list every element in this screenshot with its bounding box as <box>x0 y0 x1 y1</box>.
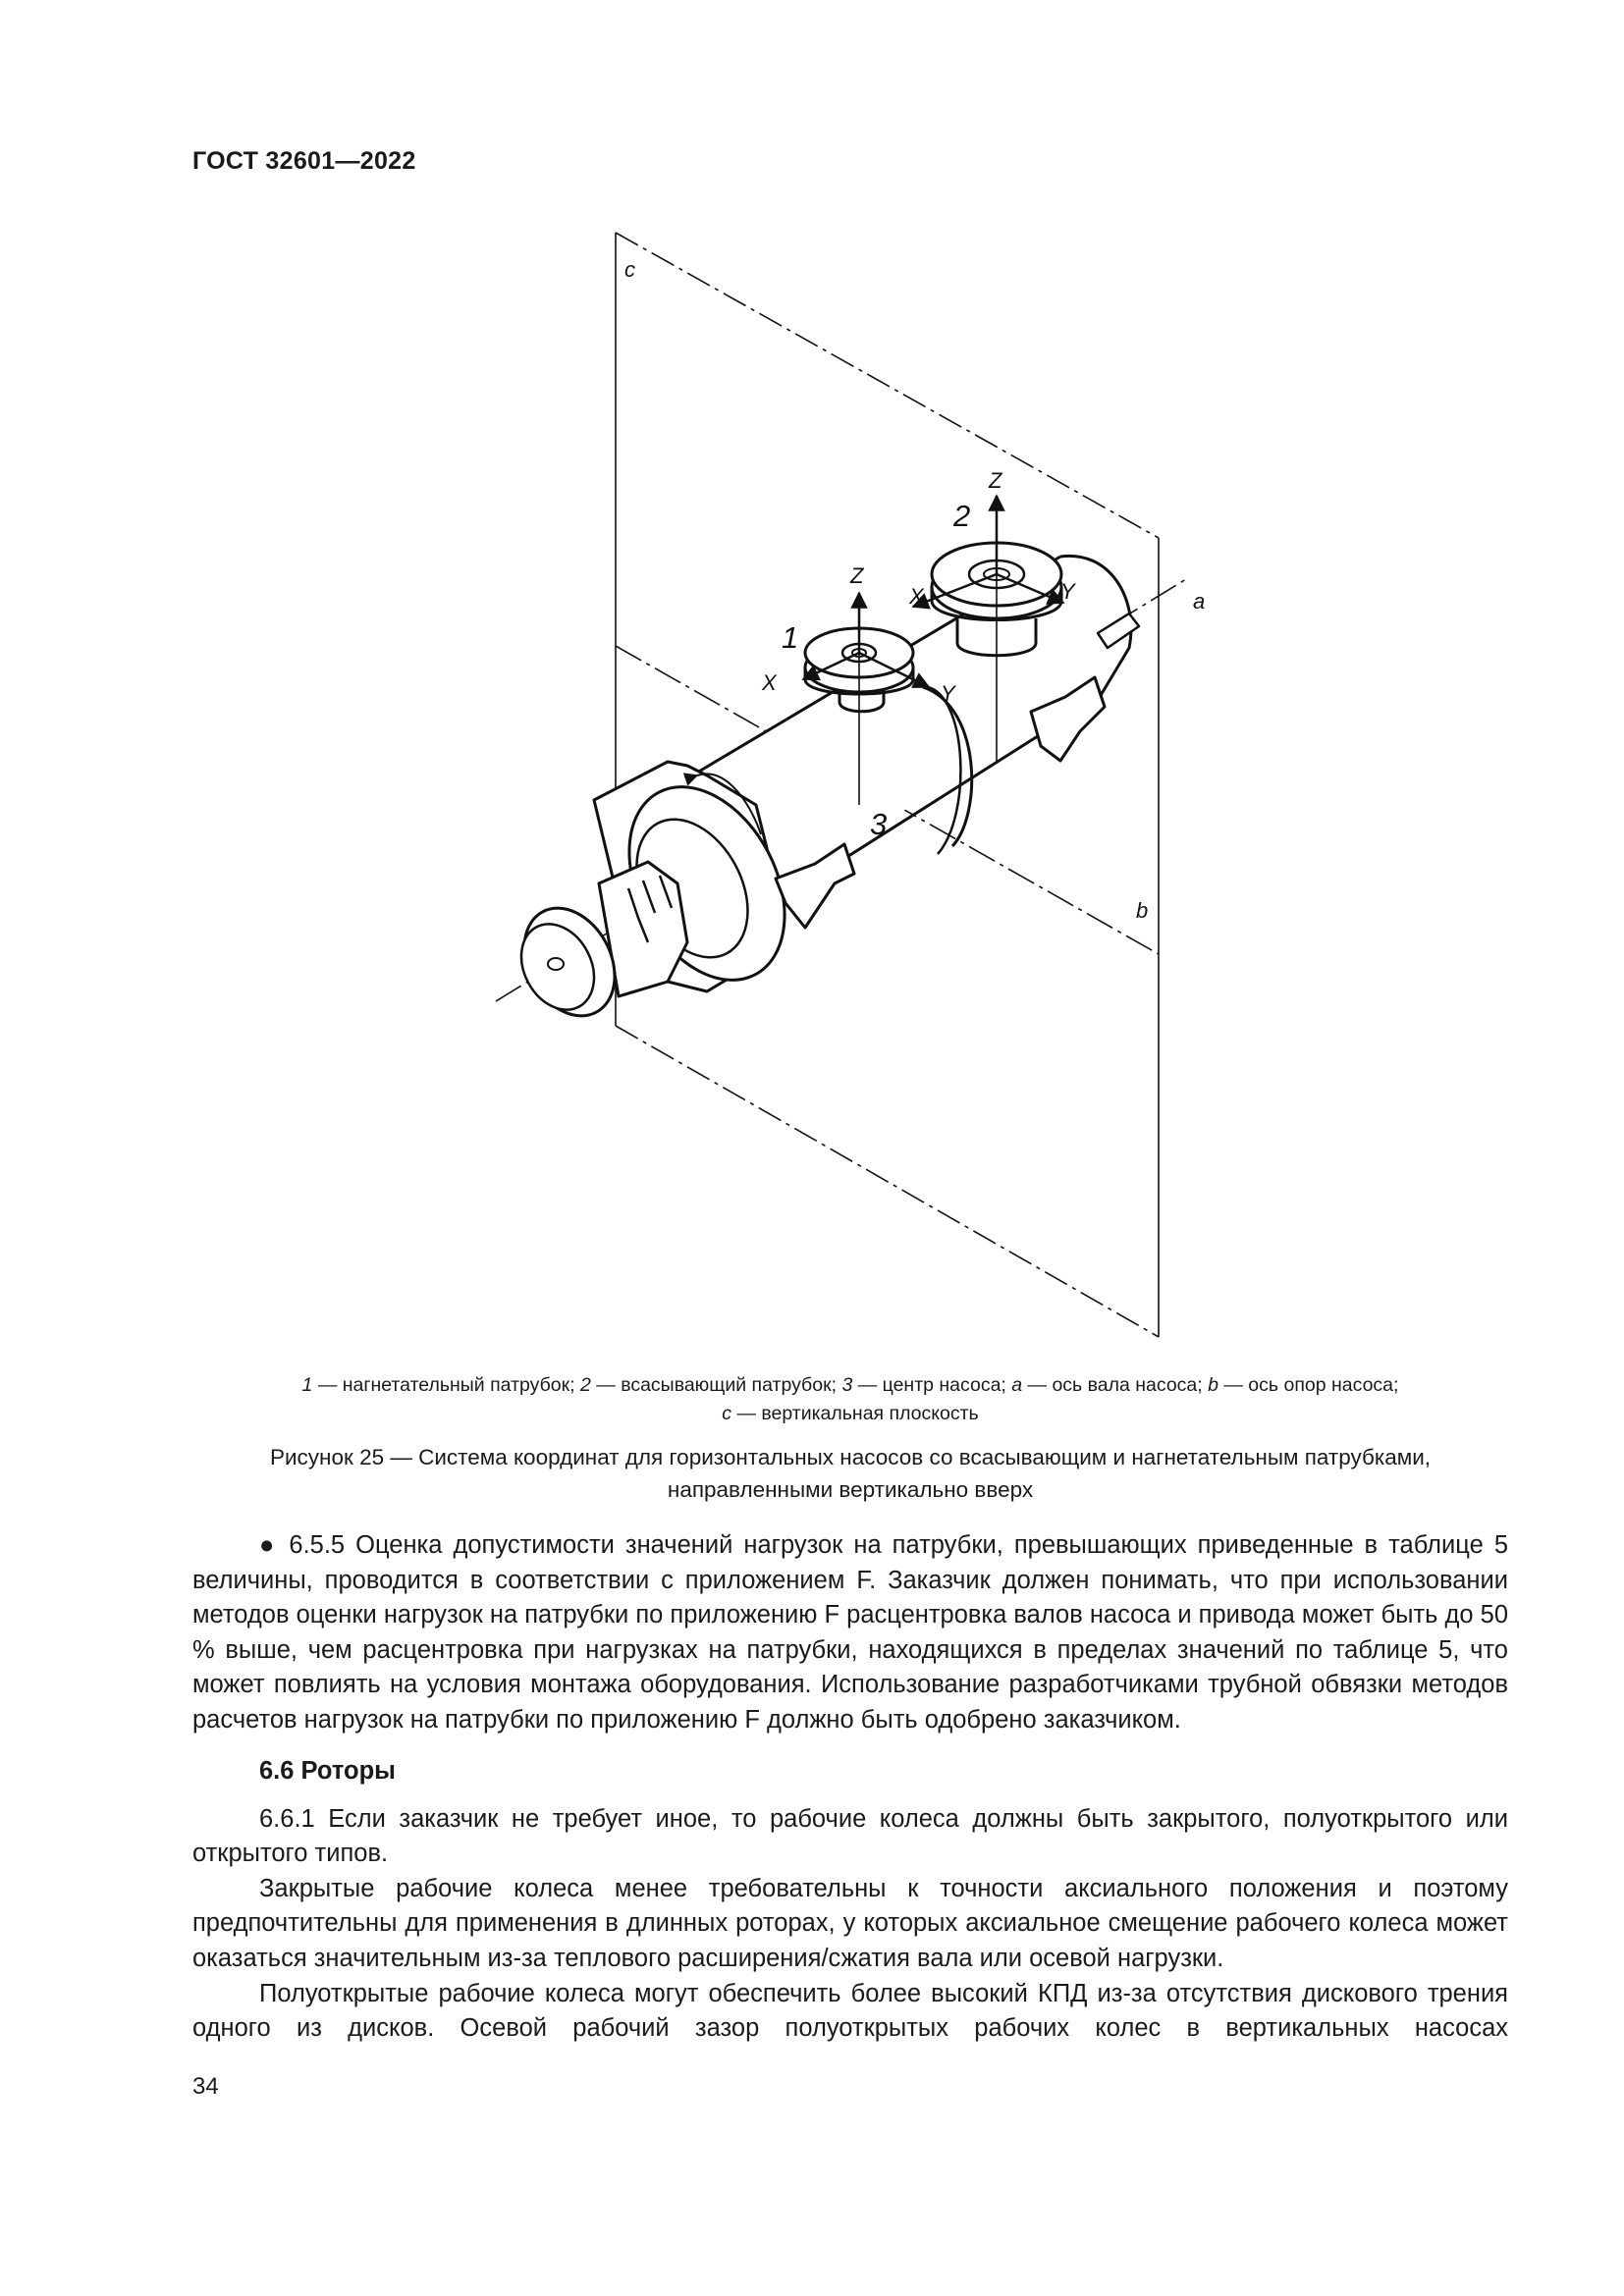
plane-c-label: c <box>624 257 635 282</box>
legend-key-1: 1 <box>301 1374 313 1396</box>
shaft-axis-a-label: a <box>1193 589 1206 614</box>
legend-text-c: — вертикальная плоскость <box>731 1403 979 1424</box>
legend-line-1 <box>192 1371 1508 1400</box>
pump-body-drawing <box>507 543 1139 1032</box>
nozzle-2-y-label: Y <box>1060 579 1075 604</box>
legend-key-c: c <box>722 1403 732 1424</box>
paragraph-semi-open-impellers: Полуоткрытые рабочие колеса могут обеспечить более высокий КПД из-за отсутствия дискового трения одного из дисков. Осевой рабочий зазор полуоткрытых рабочих колес в вертикальных насосах <box>192 1979 1508 2043</box>
nozzle-1-z-label: Z <box>850 563 864 588</box>
item-2-label: 2 <box>953 499 971 533</box>
legend-text-2: — всасывающий патрубок; <box>590 1374 842 1396</box>
section-heading-6-6: 6.6 Роторы <box>259 1756 396 1785</box>
nozzle-1-y-label: Y <box>941 681 955 706</box>
figure-caption-line-1: Рисунок 25 — Система координат для горизонтальных насосов со всасывающим и нагнетательным патрубками, <box>269 1445 1432 1469</box>
paragraph-6-5-5: ● 6.5.5 Оценка допустимости значений нагрузок на патрубки, превышающих приведенные в таблице 5 величины, проводится в соответствии с приложением F. Заказчик должен понимать, что при использовании методов оценки нагрузок на патрубки по приложению F расцентровка валов насоса и привода может быть до 50 % выше, чем расцентровка при нагрузках на патрубки, находящихся в пределах значений по таблице 5, что может повлиять на условия монтажа оборудования. Использование разработчиками трубной обвязки методов расчетов нагрузок на патрубки по приложению F должно быть одобрено заказчиком. <box>192 1531 1509 1734</box>
figure-legend <box>192 1371 1508 1428</box>
page-number: 34 <box>192 2073 219 2100</box>
legend-text-1: — нагнетательный патрубок; <box>312 1374 580 1396</box>
legend-text-3: — центр насоса; <box>852 1374 1012 1396</box>
legend-key-a: a <box>1011 1374 1023 1396</box>
document-code-header: ГОСТ 32601—2022 <box>192 147 416 175</box>
legend-key-3: 3 <box>841 1374 853 1396</box>
legend-text-a: — ось вала насоса; <box>1022 1374 1209 1396</box>
support-axis-b-label: b <box>1136 898 1149 923</box>
legend-key-b: b <box>1208 1374 1218 1396</box>
figure-caption <box>192 1441 1508 1506</box>
legend-key-2: 2 <box>580 1374 591 1396</box>
nozzle-2-z-label: Z <box>989 468 1002 493</box>
legend-text-b: — ось опор насоса; <box>1218 1374 1399 1396</box>
figure-caption-line-2: направленными вертикально вверх <box>667 1477 1034 1502</box>
paragraph-closed-impellers: Закрытые рабочие колеса менее требовательны к точности аксиального положения и поэтому предпочтительны для применения в длинных роторах, у которых аксиальное смещение рабочего колеса может оказаться значительным из-за теплового расширения/сжатия вала или осевой нагрузки. <box>192 1874 1508 1972</box>
paragraph-6-6-1: 6.6.1 Если заказчик не требует иное, то рабочие колеса должны быть закрытого, полуоткрытого или открытого типов. <box>192 1804 1508 1868</box>
legend-line-2 <box>192 1400 1508 1428</box>
nozzle-1-x-label: X <box>762 670 777 695</box>
item-3-label: 3 <box>870 807 888 841</box>
item-1-label: 1 <box>782 620 799 655</box>
body-text <box>192 1528 1508 2047</box>
nozzle-2-x-label: X <box>909 584 924 609</box>
